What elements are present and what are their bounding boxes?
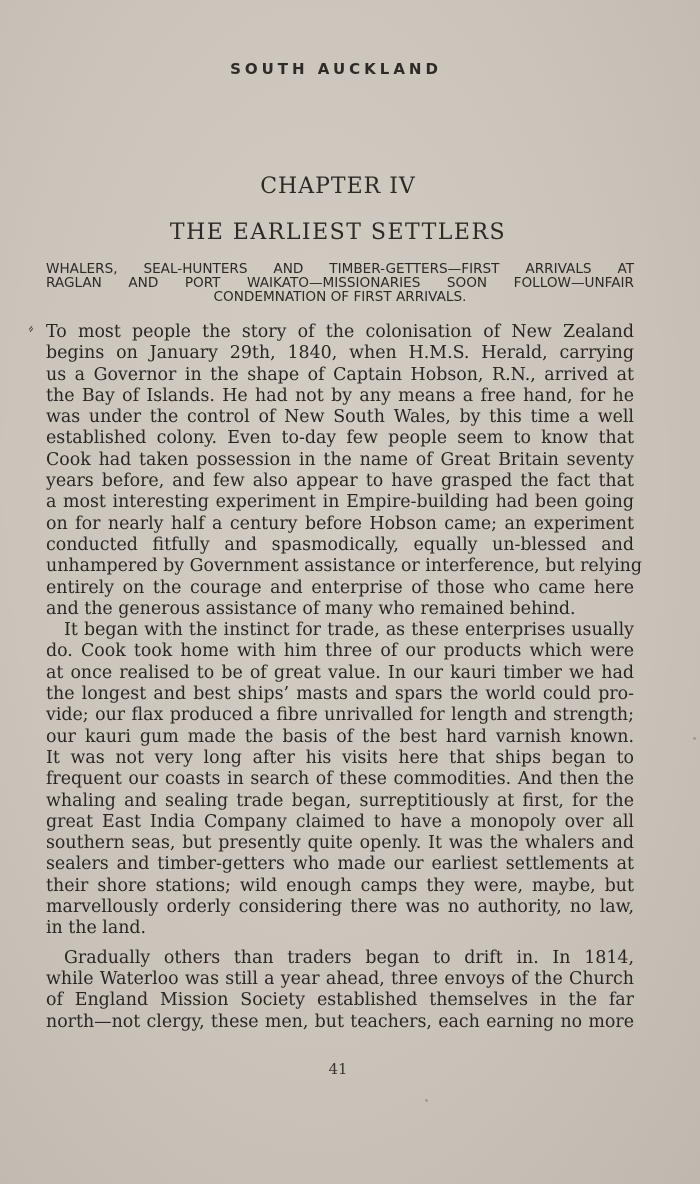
text-line: us a Governor in the shape of Captain Hobson, R.N., arrived at <box>46 364 634 385</box>
page-number: 41 <box>328 1060 348 1078</box>
text-line: southern seas, but presently quite openly. It was the whalers and <box>46 833 634 854</box>
text-line: great East India Company claimed to have a monopoly over all <box>46 811 634 832</box>
paragraph-1 <box>46 322 642 620</box>
paper-speck <box>425 1099 428 1102</box>
text-line: the longest and best ships’ masts and spars the world could pro- <box>46 684 634 705</box>
text-line: begins on January 29th, 1840, when H.M.S. Herald, carrying <box>46 343 634 364</box>
chapter-summary <box>46 262 634 304</box>
text-line: established colony. Even to-day few people seem to know that <box>46 428 634 449</box>
text-line: the Bay of Islands. He had not by any means a free hand, for he <box>46 385 634 406</box>
chapter-title: THE EARLIEST SETTLERS <box>169 220 507 245</box>
text-line: north—not clergy, these men, but teachers, each earning no more <box>46 1011 634 1032</box>
text-line: at once realised to be of great value. In our kauri timber we had <box>46 662 634 683</box>
paper-speck <box>693 737 696 740</box>
text-line: on for nearly half a century before Hobson came; an experiment <box>46 513 634 534</box>
paragraph-3 <box>46 948 634 1033</box>
text-line: unhampered by Government assistance or interference, but relying <box>46 556 642 577</box>
text-line: our kauri gum made the basis of the best hard varnish known. <box>46 726 634 747</box>
text-line: It began with the instinct for trade, as these enterprises usually <box>64 620 634 641</box>
running-head: SOUTH AUCKLAND <box>230 60 442 78</box>
text-line: entirely on the courage and enterprise of those who came here <box>46 577 634 598</box>
text-line: It was not very long after his visits here that ships began to <box>46 747 634 768</box>
text-line: a most interesting experiment in Empire-building had been going <box>46 492 634 513</box>
text-line: and the generous assistance of many who remained behind. <box>46 598 576 619</box>
text-line: Gradually others than traders began to drift in. In 1814, <box>64 947 634 968</box>
text-line: sealers and timber-getters who made our earliest settlements at <box>46 854 634 875</box>
pencil-margin-mark: ⸗ <box>24 317 37 338</box>
text-line: their shore stations; wild enough camps they were, maybe, but <box>46 875 634 896</box>
text-line: vide; our flax produced a fibre unrivalled for length and strength; <box>46 705 634 726</box>
text-line: Cook had taken possession in the name of Great Britain seventy <box>46 449 634 470</box>
chapter-number: CHAPTER IV <box>260 174 416 199</box>
text-line: frequent our coasts in search of these commodities. And then the <box>46 769 634 790</box>
text-line: years before, and few also appear to have grasped the fact that <box>46 471 634 492</box>
summary-line: WHALERS, SEAL-HUNTERS AND TIMBER-GETTERS—FIRST ARRIVALS AT <box>46 261 634 277</box>
body-text <box>46 322 642 1033</box>
text-line: do. Cook took home with him three of our products which were <box>46 641 634 662</box>
text-line: while Waterloo was still a year ahead, three envoys of the Church <box>46 968 634 989</box>
text-line: of England Mission Society established themselves in the far <box>46 990 634 1011</box>
paragraph-2 <box>46 620 634 939</box>
text-line: in the land. <box>46 918 147 939</box>
text-line: To most people the story of the colonisation of New Zealand <box>46 322 634 342</box>
text-line: marvellously orderly considering there was no authority, no law, <box>46 897 634 918</box>
text-line: was under the control of New South Wales, by this time a well <box>46 407 634 428</box>
text-line: conducted fitfully and spasmodically, equally un-blessed and <box>46 534 634 555</box>
paragraph-gap <box>46 940 634 948</box>
text-line: whaling and sealing trade began, surreptitiously at first, for the <box>46 790 634 811</box>
summary-line: CONDEMNATION OF FIRST ARRIVALS. <box>213 289 467 305</box>
summary-line: RAGLAN AND PORT WAIKATO—MISSIONARIES SOON FOLLOW—UNFAIR <box>46 275 634 291</box>
